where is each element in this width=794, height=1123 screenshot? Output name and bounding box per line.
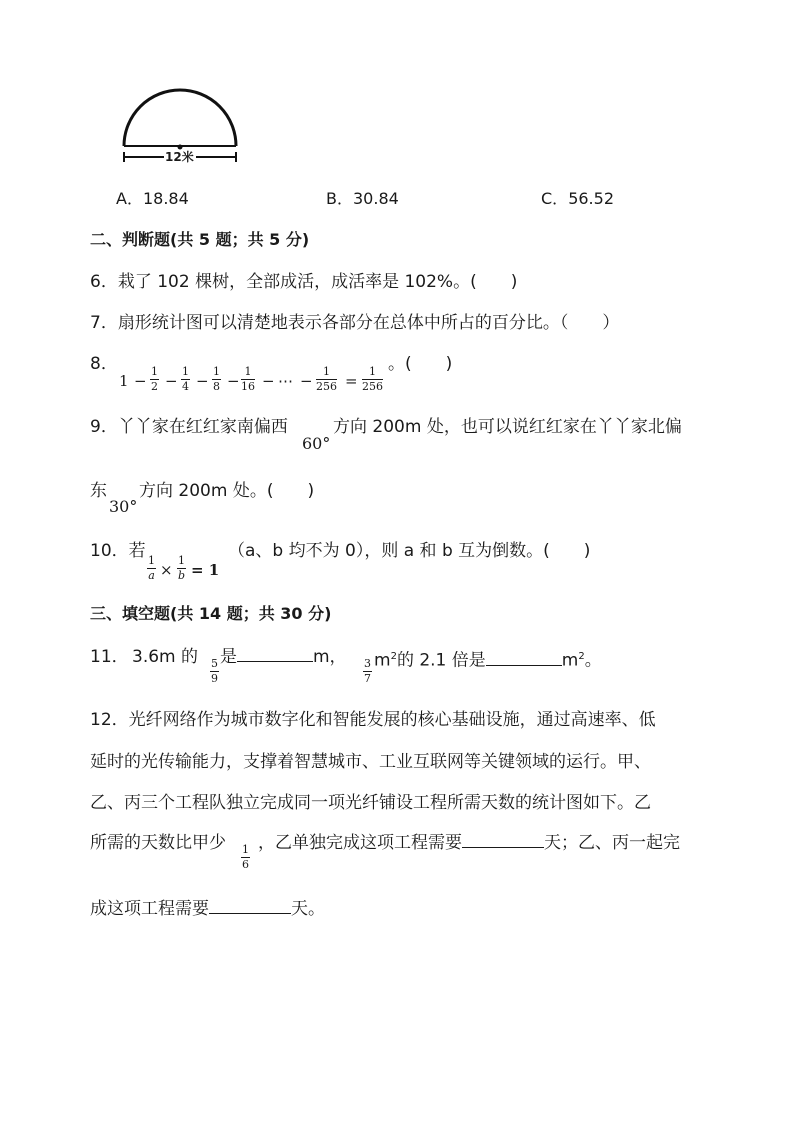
section3-title: 三、填空题(共 14 题；共 30 分) (90, 604, 332, 623)
question-8-label: 8． (90, 354, 118, 374)
q11-frac-1: 5 9 (211, 657, 218, 685)
q11-blank-1[interactable] (237, 661, 313, 662)
q11-part-b: 是 m， (220, 647, 347, 667)
q8-minus: − (300, 372, 313, 390)
option-b[interactable]: B．30.84 (326, 189, 399, 208)
q8-minus: − (196, 372, 209, 390)
question-7: 7．扇形统计图可以清楚地表示各部分在总体中所占的百分比。（ ） (90, 313, 620, 333)
question-12-line4a: 所需的天数比甲少 (90, 833, 226, 853)
q8-frac-4: 1 16 (241, 365, 255, 393)
q10-times: × (160, 561, 173, 579)
q9-angle2: 30° (109, 497, 138, 516)
q10-equals-one: = 1 (191, 561, 220, 579)
q11-frac-2: 3 7 (364, 657, 371, 685)
q8-frac-3: 1 8 (213, 365, 220, 393)
q10-frac-b: 1 b (177, 554, 186, 582)
section2-title: 二、判断题(共 5 题；共 5 分) (90, 230, 310, 249)
question-12-line3: 乙、丙三个工程队独立完成同一项光纤铺设工程所需天数的统计图如下。乙 (90, 793, 651, 813)
question-10-suffix: （a、b 均不为 0），则 a 和 b 互为倒数。( ) (228, 541, 591, 561)
question-6: 6．栽了 102 棵树，全部成活，成活率是 102%。( ) (90, 272, 518, 292)
question-10-prefix: 10．若 (90, 541, 146, 561)
q11-part-c: $m^2$的 2.1 倍是 $m^2$。 (374, 650, 602, 671)
q8-frac-result: 1 256 (362, 365, 383, 393)
option-c[interactable]: C．56.52 (541, 189, 614, 208)
question-12-line2: 延时的光传输能力，支撑着智慧城市、工业互联网等关键领域的运行。甲、 (90, 752, 651, 772)
question-12-line5: 成这项工程需要 天。 (90, 899, 325, 919)
q8-minus: − (165, 372, 178, 390)
question-9-line2b: 方向 200m 处。( ) (139, 481, 315, 501)
q8-ellipsis: ⋯ (278, 372, 293, 390)
q12-frac: 1 6 (242, 843, 249, 871)
question-9-line2a: 东 (90, 481, 107, 501)
q8-minus: − (134, 372, 147, 390)
question-11: 11． (90, 647, 129, 667)
figure-label: 12米 (165, 150, 194, 164)
q12-blank-2[interactable] (209, 913, 291, 914)
q8-frac-2: 1 4 (182, 365, 189, 393)
question-9-line1: 9．丫丫家在红红家南偏西 (90, 417, 288, 437)
question-9-line1b: 方向 200m 处，也可以说红红家在丫丫家北偏 (333, 417, 682, 437)
center-dot (178, 145, 183, 150)
q12-blank-1[interactable] (462, 847, 544, 848)
q8-one: 1 (119, 372, 129, 390)
q11-part-a: 3.6m 的 (132, 647, 198, 667)
q8-minus: − (227, 372, 240, 390)
q8-equals: = (345, 372, 358, 390)
q8-frac-last: 1 256 (316, 365, 337, 393)
question-12-line1: 12．光纤网络作为城市数字化和智能发展的核心基础设施，通过高速率、低 (90, 710, 656, 730)
q9-angle1: 60° (302, 434, 331, 453)
question-12-line4b: ，乙单独完成这项工程需要 天；乙、丙一起完 (258, 833, 680, 853)
question-8-tail: 。( ) (388, 354, 453, 374)
q8-frac-1: 1 2 (151, 365, 158, 393)
q11-blank-2[interactable] (486, 665, 562, 666)
option-a[interactable]: A．18.84 (116, 189, 189, 208)
q10-frac-a: 1 a (148, 554, 155, 582)
q8-minus: − (262, 372, 275, 390)
semicircle-arc (124, 90, 236, 146)
